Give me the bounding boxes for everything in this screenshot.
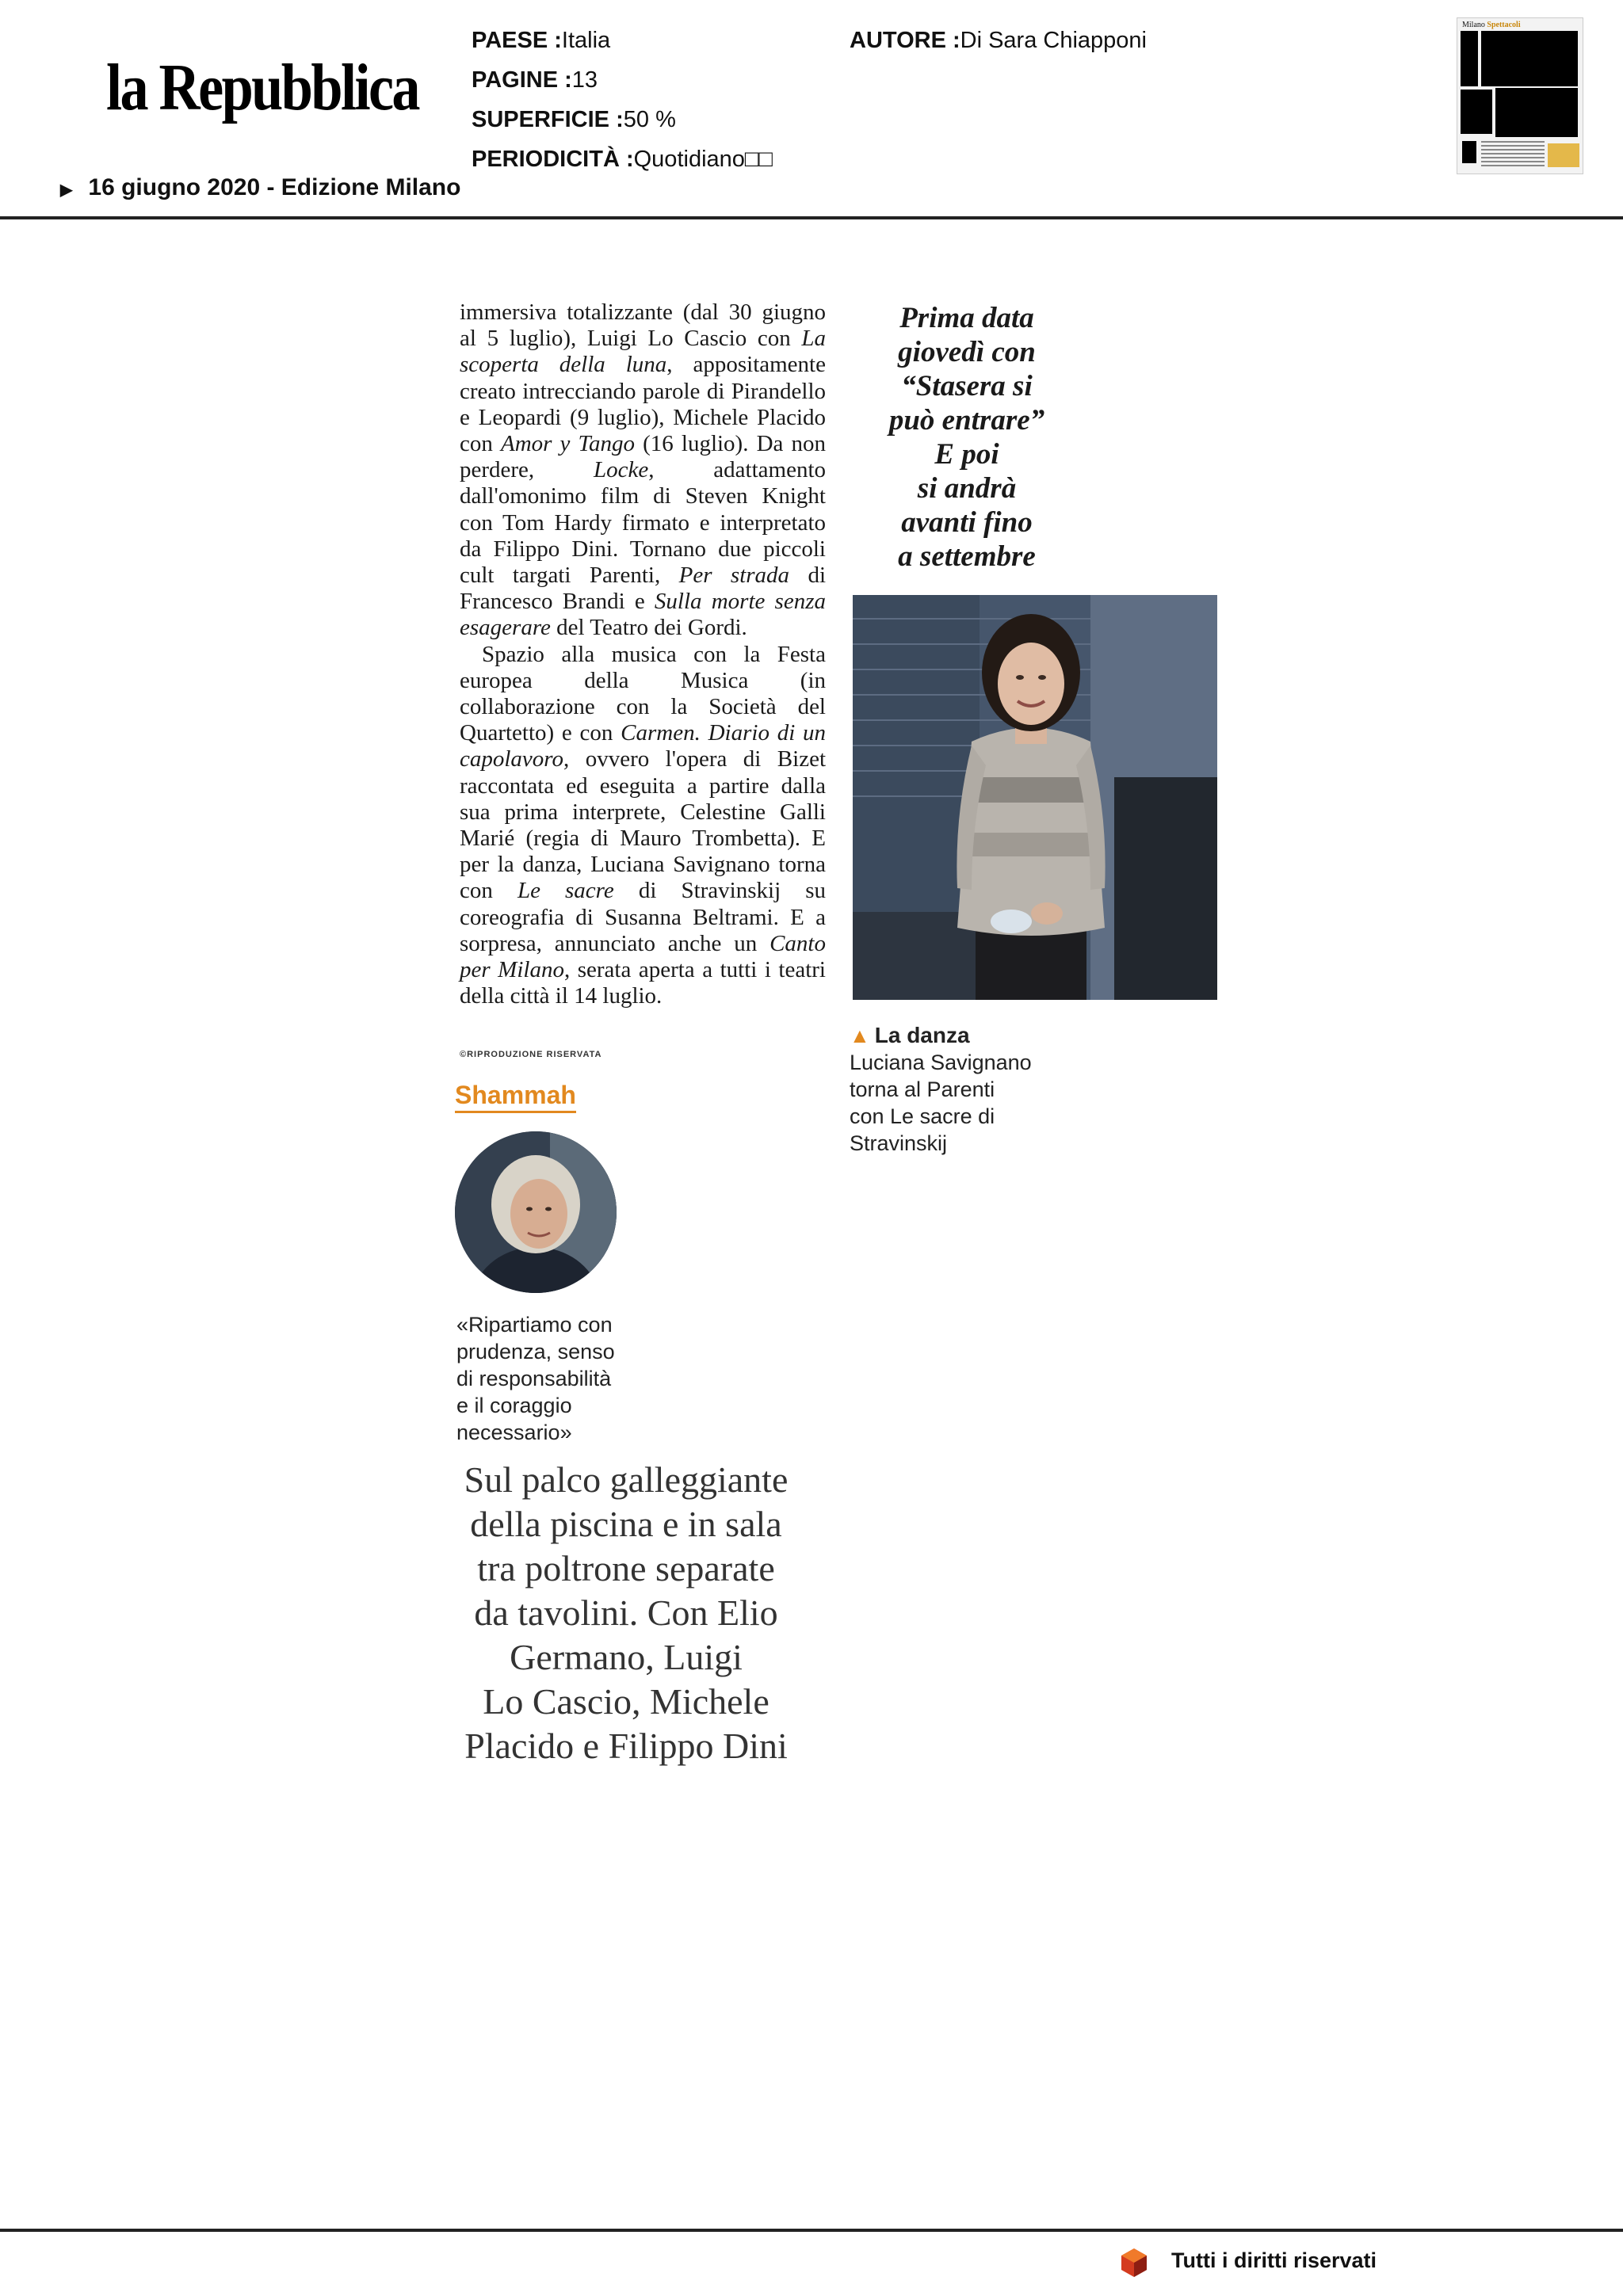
triangle-bullet-icon: ▶ (60, 181, 73, 199)
meta-country: PAESE :Italia (472, 28, 611, 53)
caption-heading: ▲ La danza (850, 1023, 970, 1047)
rights-notice: Tutti i diritti riservati (1171, 2248, 1377, 2272)
pull-quote: Prima data giovedì con “Stasera si può entrare” E poi si andrà avanti fino a settembre (888, 302, 1045, 573)
meta-pages: PAGINE :13 (472, 67, 598, 93)
meta-author: AUTORE :Di Sara Chiapponi (850, 28, 1147, 53)
sidebar-quote: «Ripartiamo con prudenza, senso di responsabilità e il coraggio necessario» (456, 1313, 615, 1444)
masthead-logo: la Repubblica (106, 51, 418, 124)
edition-date: ▶ 16 giugno 2020 - Edizione Milano (60, 174, 461, 200)
article-paragraph-1: immersiva totalizzante (dal 30 giugno al 5 luglio), Luigi Lo Cascio con La scoperta della luna, appositamente creato intrecciando parole di Pirandello e Leopardi (9 luglio), Michele Placido con Amor y Tango (16 luglio). Da non perdere, Locke, adattamento dall'omonimo film di Steven Knight con Tom Hardy firmato e interpretato da Filippo Dini. Tornano due piccoli cult targati Parenti, Per strada di Francesco Brandi e Sulla morte senza esagerare del Teatro dei Gordi. (460, 299, 827, 641)
triangle-up-icon: ▲ (850, 1024, 870, 1047)
meta-surface: SUPERFICIE :50 % (472, 107, 676, 132)
footer-divider (0, 2229, 1623, 2232)
header-divider (0, 216, 1623, 219)
dancer-photo (853, 595, 1217, 1000)
portrait-photo (455, 1131, 617, 1293)
meta-periodicity: PERIODICITÀ :Quotidiano□□ (472, 147, 773, 172)
subheadline: Sul palco galleggiante della piscina e in sala tra poltrone separate da tavolini. Con Elio Germano, Luigi Lo Cascio, Michele Placido e Filippo Dini (464, 1459, 789, 1766)
thumbnail-masthead: Milano Spettacoli (1462, 21, 1521, 29)
copyright-notice: ©RIPRODUZIONE RISERVATA (460, 1050, 602, 1059)
sidebar-label: Shammah (455, 1081, 576, 1113)
page-thumbnail (1457, 17, 1583, 174)
article-body (460, 299, 826, 1009)
photo-caption: ▲ La danza Luciana Savignano torna al Parenti con Le sacre di Stravinskij (850, 1022, 1087, 1157)
publisher-logo-icon (1120, 2247, 1148, 2279)
article-paragraph-2: Spazio alla musica con la Festa europea della Musica (in collaborazione con la Società del Quartetto) e con Carmen. Diario di un capolavoro, ovvero l'opera di Bizet raccontata ed eseguita a partire dalla sua prima interprete, Celestine Galli Marié (regia di Mauro Trombetta). E per la danza, Luciana Savignano torna con Le sacre di Stravinskij su coreografia di Susanna Beltrami. E a sorpresa, annunciato anche un Canto per Milano, serata aperta a tutti i teatri della città il 14 luglio. (460, 641, 827, 1009)
